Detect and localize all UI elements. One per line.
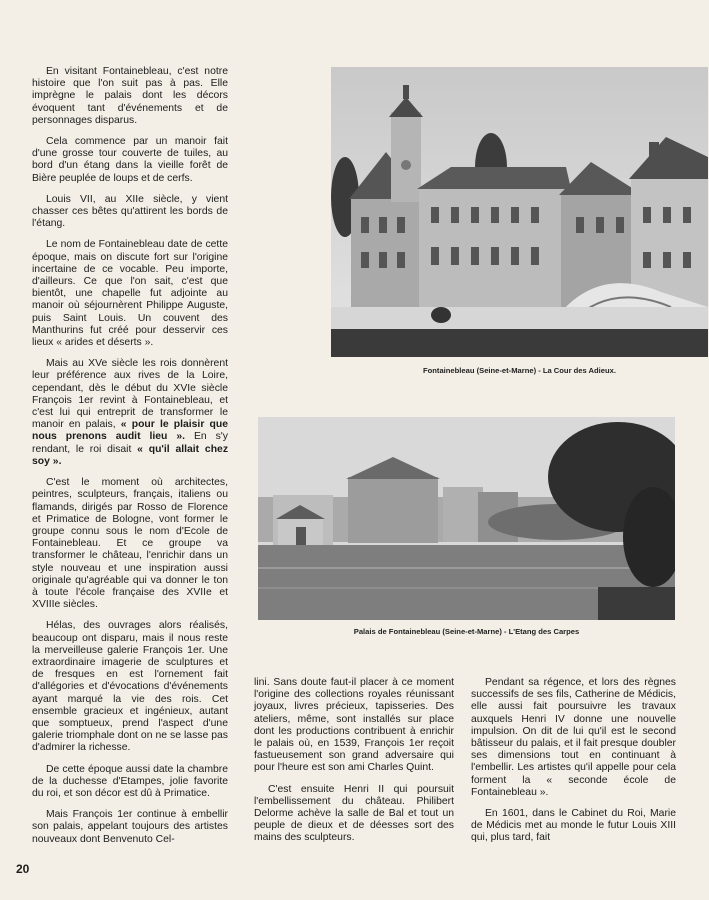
middle-column (254, 677, 454, 854)
paragraph: En 1601, dans le Cabinet du Roi, Marie de Médicis met au monde le futur Louis XIII qui, plus tard, fait (471, 808, 676, 844)
paragraph: lini. Sans doute faut-il placer à ce moment l'origine des collections royales réunissant joyaux, livres précieux, tapisseries. Des ateliers, même, sont installés sur place dont les productions contribuent à enrichir le palais où, en 1539, François 1er reçoit fastueusement son grand adversaire qui pour l'heure est son ami Charles Quint. (254, 677, 454, 774)
paragraph: Louis VII, au XIIe siècle, y vient chasser ces bêtes qu'attirent les bords de l'étang. (32, 193, 228, 230)
paragraph: Le nom de Fontainebleau date de cette époque, mais on discute fort sur l'origine incertaine de ce vocable. Peu importe, d'ailleurs. Ce que l'on sait, c'est que bientôt, une chapelle fut adjointe au manoir où séjournèrent Philippe Auguste, puis Saint Louis. Un couvent des Manthurins fut créé pour desservir ces lieux « arides et déserts ». (32, 239, 228, 349)
paragraph: En visitant Fontainebleau, c'est notre histoire que l'on suit pas à pas. Elle imprègne le palais dont les décors évoquent tant d'événements et de personnages disparus. (32, 66, 228, 126)
chateau-illustration (331, 67, 708, 357)
paragraph: Pendant sa régence, et lors des règnes successifs de ses fils, Catherine de Médicis, elle aussi fait poursuivre les travaux auxquels Henri IV donne une nouvelle impulsion. On dit de lui qu'il est le second bâtisseur du palais, et il fait presque doubler ses dimensions tout en continuant à l'embellir. Les artistes qu'il appelle pour cela forment la « seconde école de Fontainebleau ». (471, 677, 676, 798)
etang-illustration (258, 417, 675, 620)
page-number: 20 (16, 862, 30, 876)
photo-caption: Palais de Fontainebleau (Seine-et-Marne) - L'Etang des Carpes (353, 627, 580, 636)
paragraph: Cela commence par un manoir fait d'une grosse tour couverte de tuiles, au bord d'un étang dans la vieille forêt de Bière peuplée de loups et de cerfs. (32, 136, 228, 184)
paragraph-text: Mais au XVe siècle les rois donnèrent leur préférence aux rives de la Loire, cependant, dès le début du XVIe siècle François 1er revint à Fontainebleau, et c'est lui qui entreprit de transformer le manoir en palais, (32, 358, 228, 431)
paragraph: Hélas, des ouvrages alors réalisés, beaucoup ont disparu, mais il nous reste la merveilleuse galerie François 1er. Une extraordinaire imagerie de sculptures et de fresques en est l'ornement fait d'allégories et d'évocations d'événements ayant marqué la vie des rois. Cet ensemble gracieux et ingénieux, autant que somptueux, prend l'aspect d'une galerie triomphale dont on ne se lasse pas d'admirer la richesse. (32, 620, 228, 754)
paragraph: C'est le moment où architectes, peintres, sculpteurs, français, italiens ou flamands, dirigés par Rosso de Florence et Primatice de Bologne, vont former le groupe connu sous le nom d'Ecole de Fontainebleau. Et ce groupe va transformer le château, l'enrichir dans un style nouveau et une inspiration aussi originale qu'agréable qui va donner le ton à toute l'école française des XVIIe et XVIIIe siècles. (32, 477, 228, 611)
right-column (471, 677, 676, 854)
photo-caption: Fontainebleau (Seine-et-Marne) - La Cour des Adieux. (423, 366, 616, 375)
quote-emphasis: « qu'il allait chez soy ». (32, 443, 229, 467)
paragraph-text: En s'y rendant, le roi disait (32, 431, 228, 455)
photo-etang-des-carpes (258, 417, 675, 620)
quote-emphasis: « pour le plaisir que nous prenons audit lieu ». (32, 419, 228, 443)
paragraph: Mais François 1er continue à embellir son palais, appelant toujours des artistes nouveaux dont Benvenuto Cel- (32, 809, 228, 845)
paragraph (32, 358, 228, 468)
photo-cour-des-adieux (331, 67, 708, 357)
paragraph: C'est ensuite Henri II qui poursuit l'embellissement du château. Philibert Delorme achève la salle de Bal et tout un peuple de dieux et de déesses sort des mains des sculpteurs. (254, 783, 454, 844)
left-column (32, 66, 228, 855)
paragraph: De cette époque aussi date la chambre de la duchesse d'Etampes, jolie favorite du roi, et son décor est dû à Primatice. (32, 763, 228, 799)
